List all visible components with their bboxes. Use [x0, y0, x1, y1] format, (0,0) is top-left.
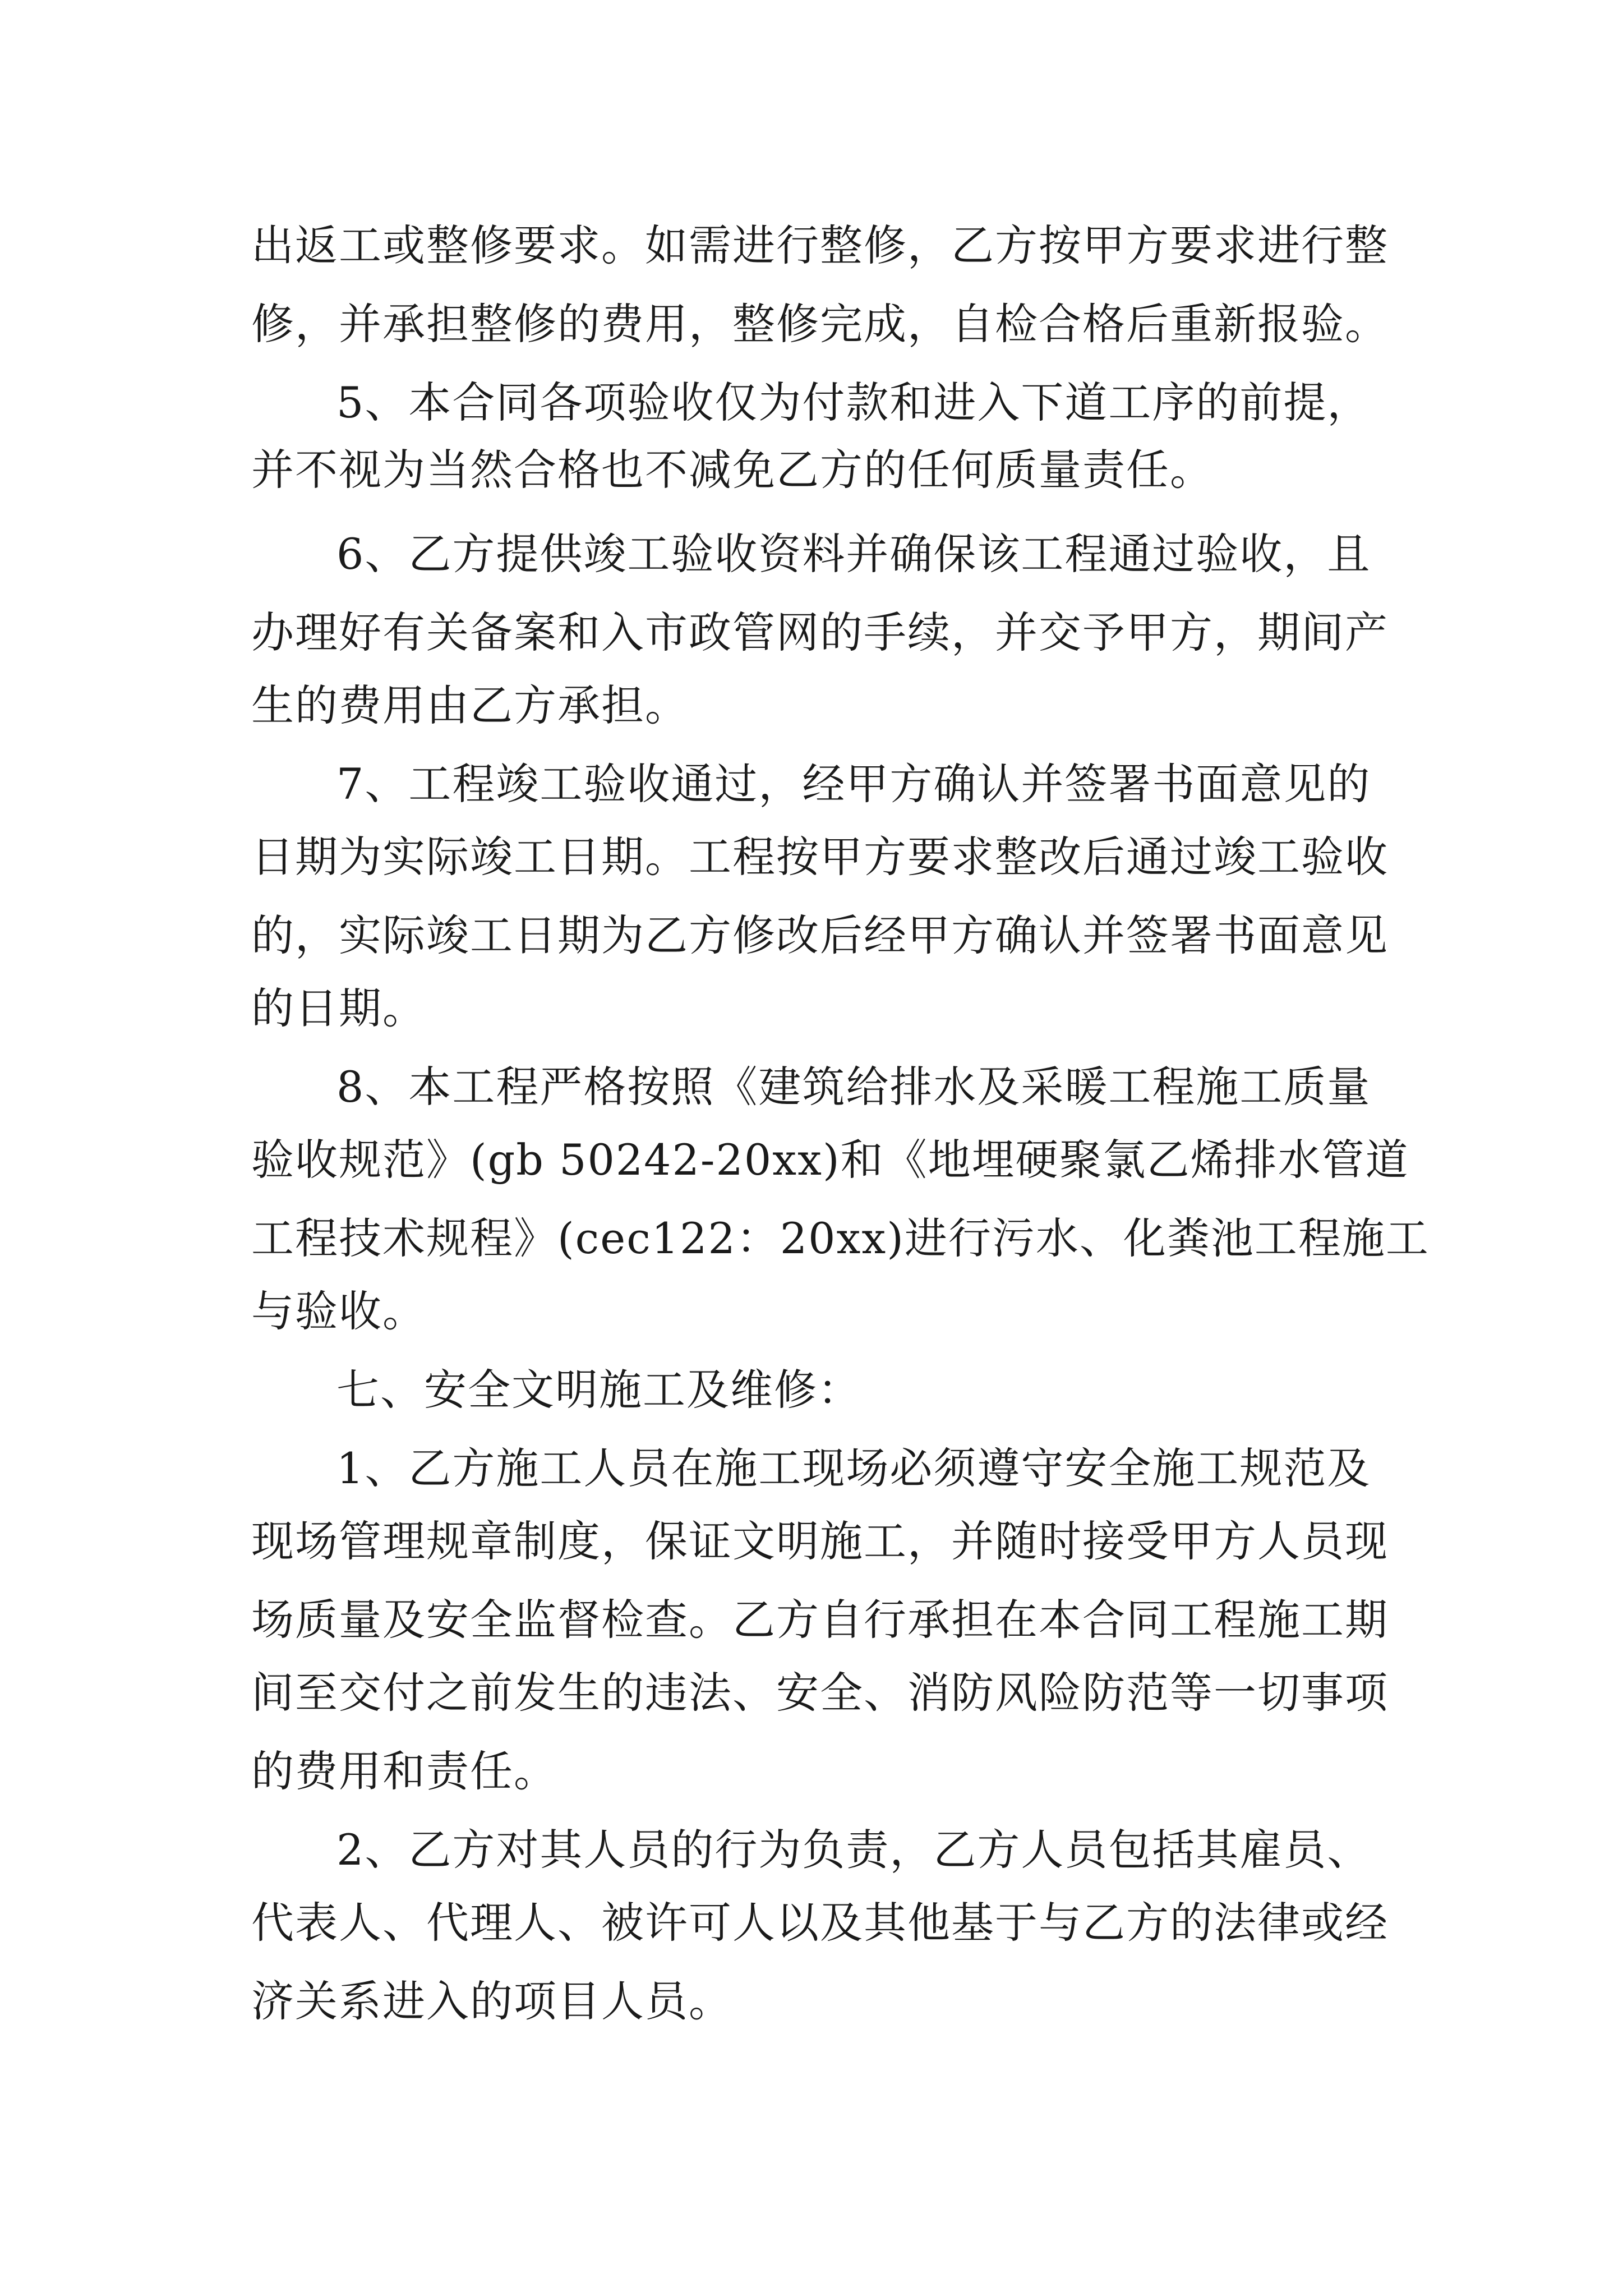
text-line: 与验收。	[251, 1286, 426, 1336]
text-line: 办理好有关备案和入市政管网的手续，并交予甲方，期间产	[251, 608, 1389, 657]
text-line: 7、工程竣工验收通过，经甲方确认并签署书面意见的	[336, 759, 1371, 809]
text-line: 的日期。	[251, 983, 426, 1033]
text-line: 2、乙方对其人员的行为负责，乙方人员包括其雇员、	[336, 1825, 1371, 1875]
text-line: 8、本工程严格按照《建筑给排水及采暖工程施工质量	[336, 1062, 1371, 1112]
text-line: 6、乙方提供竣工验收资料并确保该工程通过验收，且	[336, 529, 1371, 579]
text-line: 工程技术规程》(cec122：20xx)进行污水、化粪池工程施工	[251, 1213, 1430, 1263]
text-line: 生的费用由乙方承担。	[251, 680, 689, 730]
text-line: 5、本合同各项验收仅为付款和进入下道工序的前提，	[336, 378, 1371, 427]
text-line: 的费用和责任。	[251, 1746, 557, 1796]
text-line: 间至交付之前发生的违法、安全、消防风险防范等一切事项	[251, 1668, 1389, 1718]
text-line: 修，并承担整修的费用，整修完成，自检合格后重新报验。	[251, 299, 1389, 349]
text-line: 的，实际竣工日期为乙方修改后经甲方确认并签署书面意见	[251, 910, 1389, 960]
text-line: 代表人、代理人、被许可人以及其他基于与乙方的法律或经	[251, 1898, 1389, 1948]
text-line: 场质量及安全监督检查。乙方自行承担在本合同工程施工期	[251, 1595, 1389, 1645]
text-line: 济关系进入的项目人员。	[251, 1976, 732, 2026]
text-line: 1、乙方施工人员在施工现场必须遵守安全施工规范及	[336, 1443, 1371, 1493]
text-line: 并不视为当然合格也不减免乙方的任何质量责任。	[251, 445, 1214, 495]
text-line: 出返工或整修要求。如需进行整修，乙方按甲方要求进行整	[251, 220, 1389, 270]
text-line: 日期为实际竣工日期。工程按甲方要求整改后通过竣工验收	[251, 832, 1389, 882]
text-line: 验收规范》(gb 50242-20xx)和《地埋硬聚氯乙烯排水管道	[251, 1135, 1409, 1185]
text-line: 现场管理规章制度，保证文明施工，并随时接受甲方人员现	[251, 1516, 1389, 1566]
section-heading: 七、安全文明施工及维修：	[336, 1365, 861, 1415]
